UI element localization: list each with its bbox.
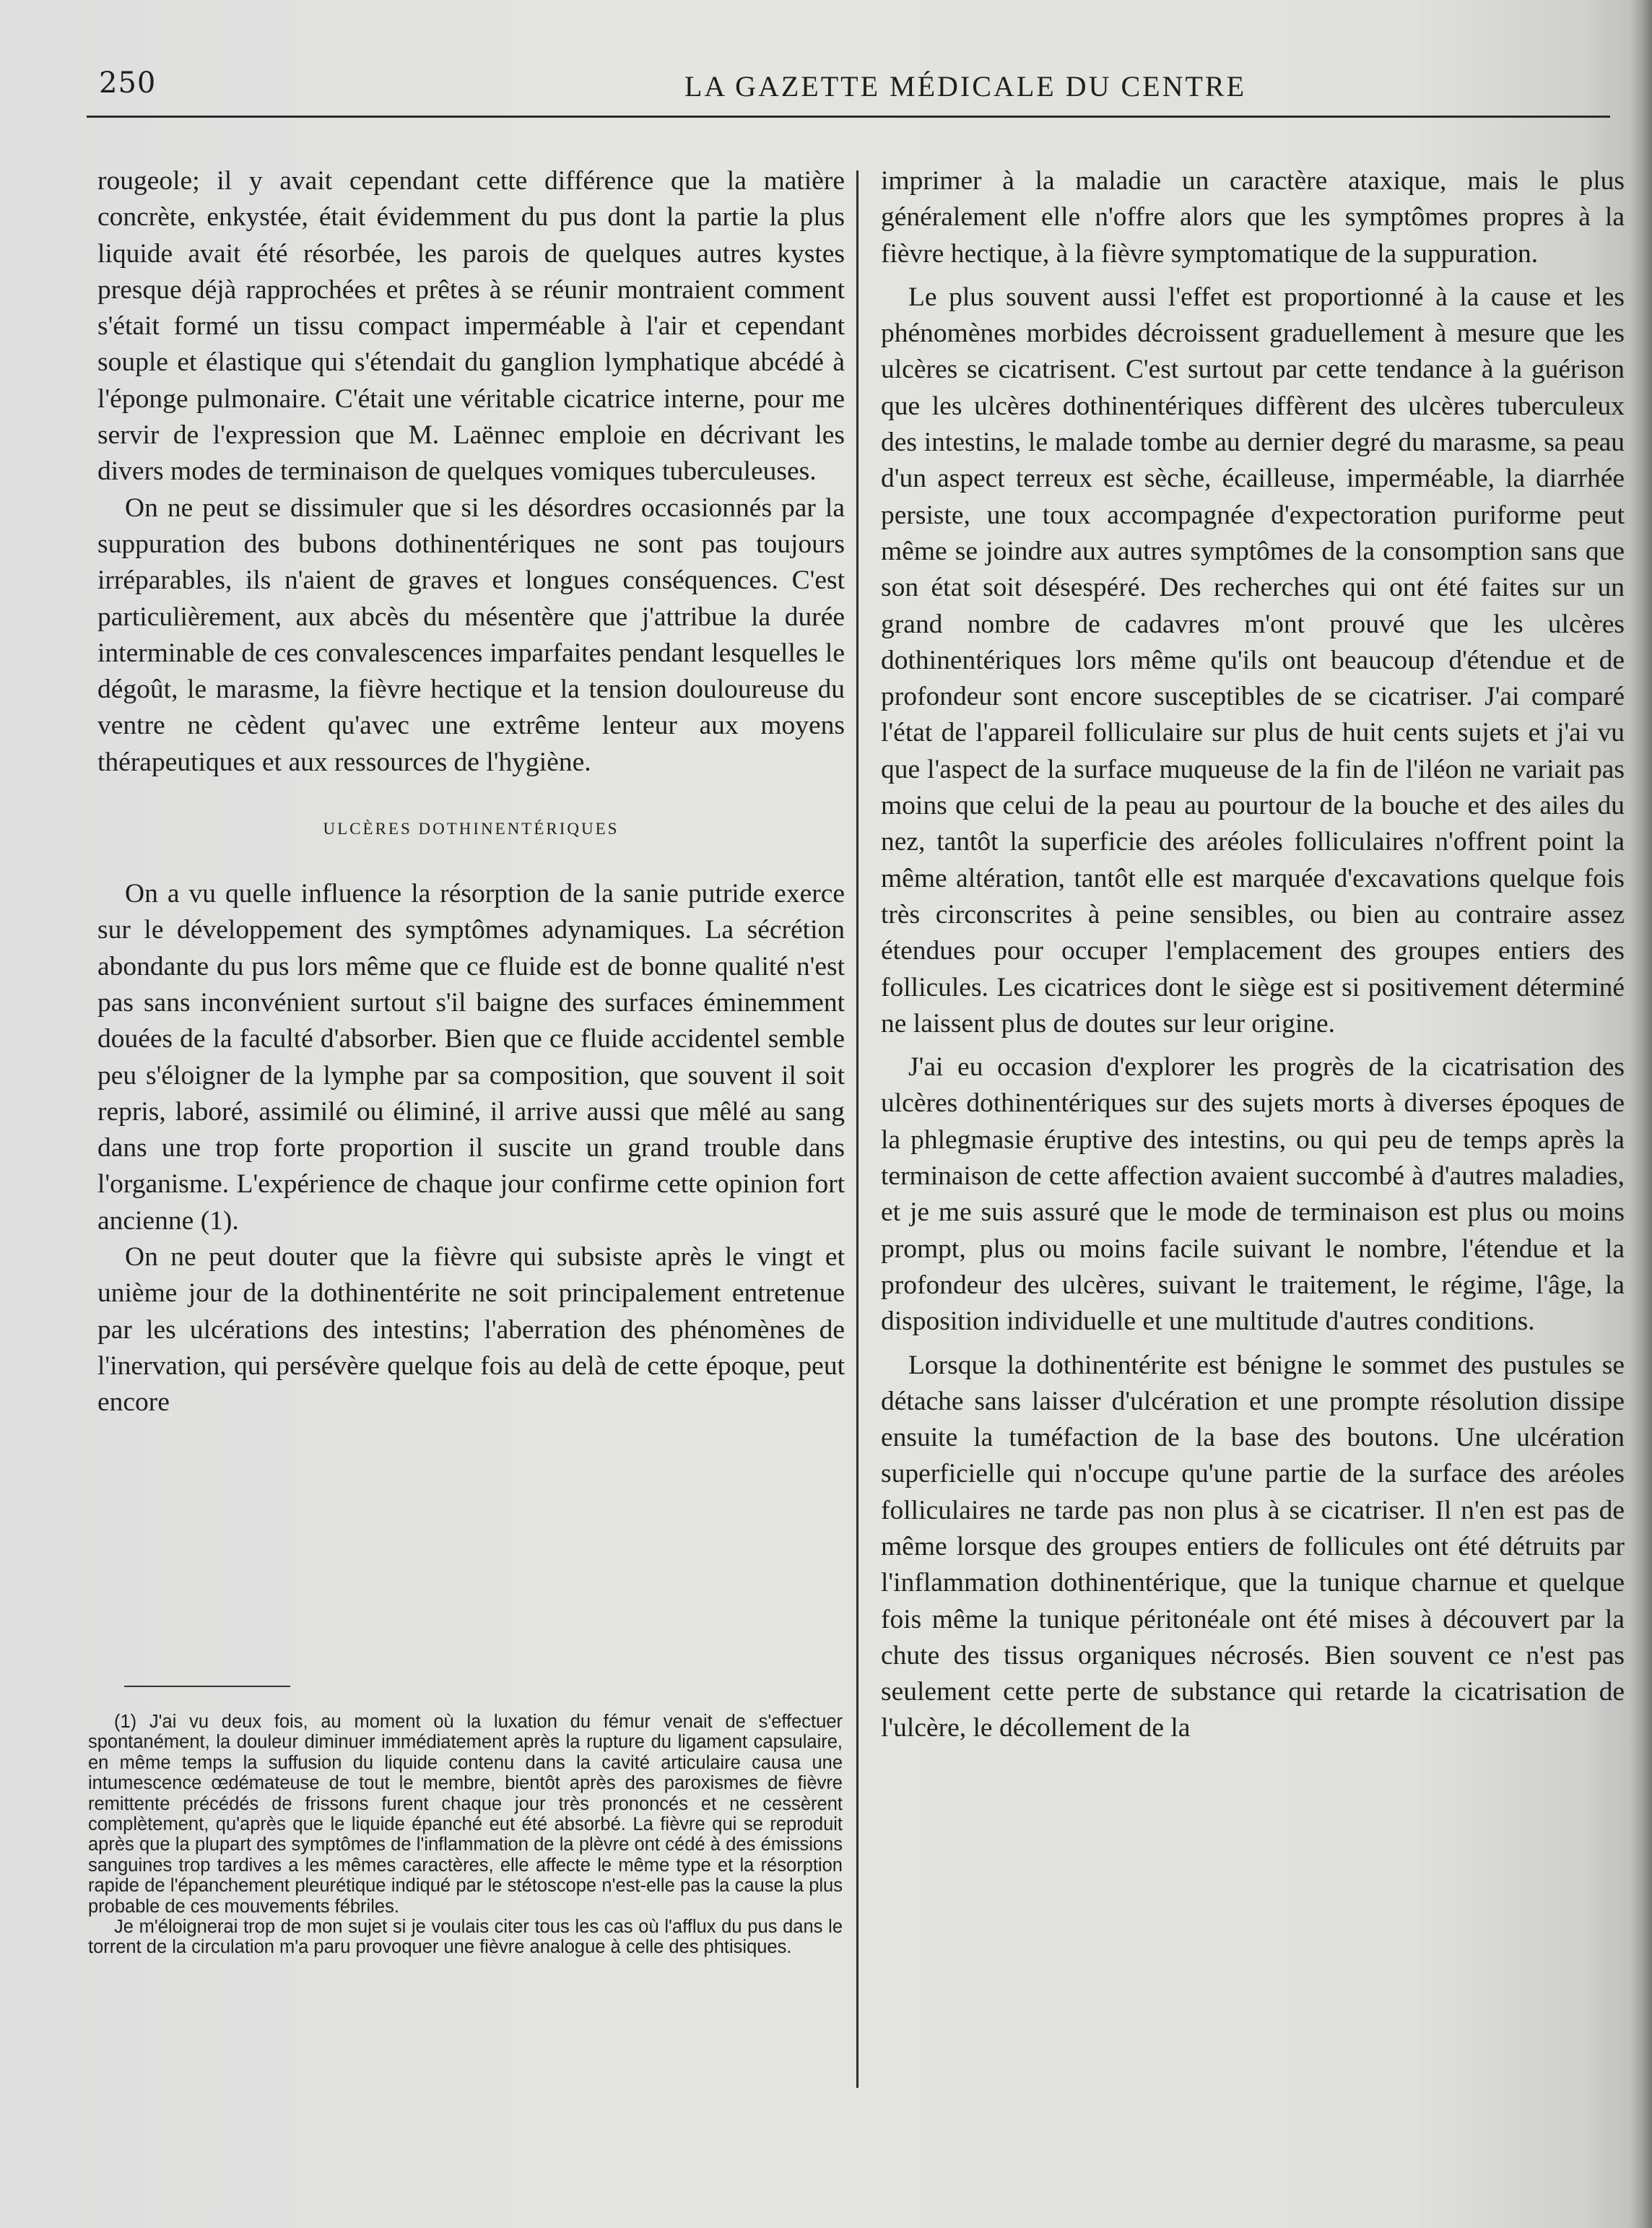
page-edge-shadow xyxy=(1630,0,1652,2228)
page-header xyxy=(99,66,1615,118)
right-paragraph-3: J'ai eu occasion d'explorer les progrès de la cicatrisation des ulcères dothinentériques sur des sujets morts à diverses époques de la phlegmasie éruptive des intestins, ou qui peu de temps après la terminaison de cette affection avaient succombé à d'autres maladies, et je me suis assuré que le mode de terminaison est plus ou moins prompt, plus ou moins facile suivant le nombre, l'étendue et la profondeur des ulcères, suivant le traitement, le régime, l'âge, la disposition individuelle et une multitude d'autres conditions. xyxy=(881,1052,1625,1337)
column-divider xyxy=(856,170,858,2088)
header-rule xyxy=(87,116,1610,118)
footnote-rule xyxy=(124,1686,290,1687)
right-column xyxy=(881,163,1625,1747)
left-paragraph-3: On a vu quelle influence la résorption de la sanie putride exerce sur le développement des symptômes adynamiques. La sécrétion abondante du pus lors même que ce fluide est de bonne qualité n'est pas sans inconvénient surtout s'il baigne des surfaces éminemment douées de la faculté d'absorber. Bien que ce fluide accidentel semble peu s'éloigner de la lymphe par sa composition, que souvent il soit repris, laboré, assimilé ou éliminé, il arrive aussi que mêlé au sang dans une trop forte proportion il suscite un grand trouble dans l'organisme. L'expérience de chaque jour confirme cette opinion fort ancienne (1). xyxy=(97,879,845,1236)
right-paragraph-2: Le plus souvent aussi l'effet est proportionné à la cause et les phénomènes morbides décroissent graduellement à mesure que les ulcères se cicatrisent. C'est surtout par cette tendance à la guérison que les ulcères dothinentériques diffèrent des ulcères tuberculeux des intestins, le malade tombe au dernier degré du marasme, sa peau d'un aspect terreux est sèche, écailleuse, imperméable, la diarrhée persiste, une toux accompagnée d'expectoration puriforme peut même se joindre aux autres symptômes de la consomption sans que son état soit désespéré. Des recherches qui ont été faites sur un grand nombre de cadavres m'ont prouvé que les ulcères dothinentériques lors même qu'ils ont beaucoup d'étendue et de profondeur sont encore susceptibles de se cicatriser. J'ai comparé l'état de l'appareil folliculaire sur plus de huit cents sujets et j'ai vu que l'aspect de la surface muqueuse de la fin de l'iléon ne variait pas moins que celui de la peau au pourtour de la bouche et des ailes du nez, tantôt la superficie des aréoles folliculaires n'offrent point la même altération, tantôt elle est marquée d'excavations quelque fois très circonscrites à peine sensibles, ou bien au contraire assez étendues pour occuper l'emplacement des groupes entiers des follicules. Les cicatrices dont le siège est si positivement déterminé ne laissent plus de doutes sur leur origine. xyxy=(881,282,1625,1039)
left-paragraph-2: On ne peut se dissimuler que si les désordres occasionnés par la suppuration des bubons dothinentériques ne sont pas toujours irréparables, ils n'aient de graves et longues conséquences. C'est particulièrement, aux abcès du mésentère que j'attribue la durée interminable de ces convalescences imparfaites pendant lesquelles le dégoût, le marasme, la fièvre hectique et la tension douloureuse du ventre ne cèdent qu'avec une extrême lenteur aux moyens thérapeutiques et aux ressources de l'hygiène. xyxy=(97,493,845,777)
footnotes xyxy=(88,1712,843,1958)
footnote-1: (1) J'ai vu deux fois, au moment où la luxation du fémur venait de s'effectuer spontanément, la douleur diminuer immédiatement après la rupture du ligament capsulaire, en même temps la suffusion du liquide contenu dans la cavité articulaire causa une intumescence œdémateuse de tout le membre, bientôt après des paroxismes de fièvre remittente précédés de frissons furent chaque jour très prononcés et ne cessèrent complètement, qu'après que le liquide épanché eut été absorbé. La fièvre qui se reproduit après que la plupart des symptômes de l'inflammation de la plèvre ont cédé à des émissions sanguines trop tardives a les mêmes caractères, elle affecte le même type et la résorption rapide de l'épanchement pleurétique indiqué par le stétoscope n'est-elle pas la cause la plus probable de ces mouvements fébriles. xyxy=(88,1712,843,1917)
page-number: 250 xyxy=(99,66,157,100)
running-title: LA GAZETTE MÉDICALE DU CENTRE xyxy=(684,70,1246,103)
right-paragraph-1: imprimer à la maladie un caractère ataxique, mais le plus généralement elle n'offre alors que les symptômes propres à la fièvre hectique, à la fièvre symptomatique de la suppuration. xyxy=(881,166,1625,269)
left-column xyxy=(97,163,845,1421)
left-paragraph-4: On ne peut douter que la fièvre qui subsiste après le vingt et unième jour de la dothinentérite ne soit principalement entretenue par les ulcérations des intestins; l'aberration des phénomènes de l'inervation, qui persévère quelque fois au delà de cette époque, peut encore xyxy=(97,1242,845,1418)
left-paragraph-1: rougeole; il y avait cependant cette différence que la matière concrète, enkystée, était évidemment du pus dont la partie la plus liquide avait été résorbée, les parois de quelques autres kystes presque déjà rapprochées et prêtes à se réunir montraient comment s'était formé un tissu compact imperméable à l'air et cependant souple et élastique qui s'étendait du ganglion lymphatique abcédé à l'éponge pulmonaire. C'était une véritable cicatrice interne, pour me servir de l'expression que M. Laënnec emploie en décrivant les divers modes de terminaison de quelques vomiques tuberculeuses. xyxy=(97,166,845,487)
right-paragraph-4: Lorsque la dothinentérite est bénigne le sommet des pustules se détache sans laisser d'ulcération et une prompte résolution dissipe ensuite la tuméfaction de la base des boutons. Une ulcération superficielle qui n'occupe qu'une partie de la surface des aréoles folliculaires ne tarde pas non plus à se cicatriser. Il n'en est pas de même lorsque des groupes entiers de follicules ont été détruits par l'inflammation dothinentérique, que la tunique charnue et quelque fois même la tunique péritonéale ont été mises à découvert par la chute des tissus organiques nécrosés. Bien souvent ce n'est pas seulement cette perte de substance qui retarde la cicatrisation de l'ulcère, le décollement de la xyxy=(881,1350,1625,1743)
footnote-2: Je m'éloignerai trop de mon sujet si je voulais citer tous les cas où l'afflux du pus dans le torrent de la circulation m'a paru provoquer une fièvre analogue à celle des phtisiques. xyxy=(88,1917,843,1958)
section-heading: ULCÈRES DOTHINENTÉRIQUES xyxy=(323,820,620,838)
